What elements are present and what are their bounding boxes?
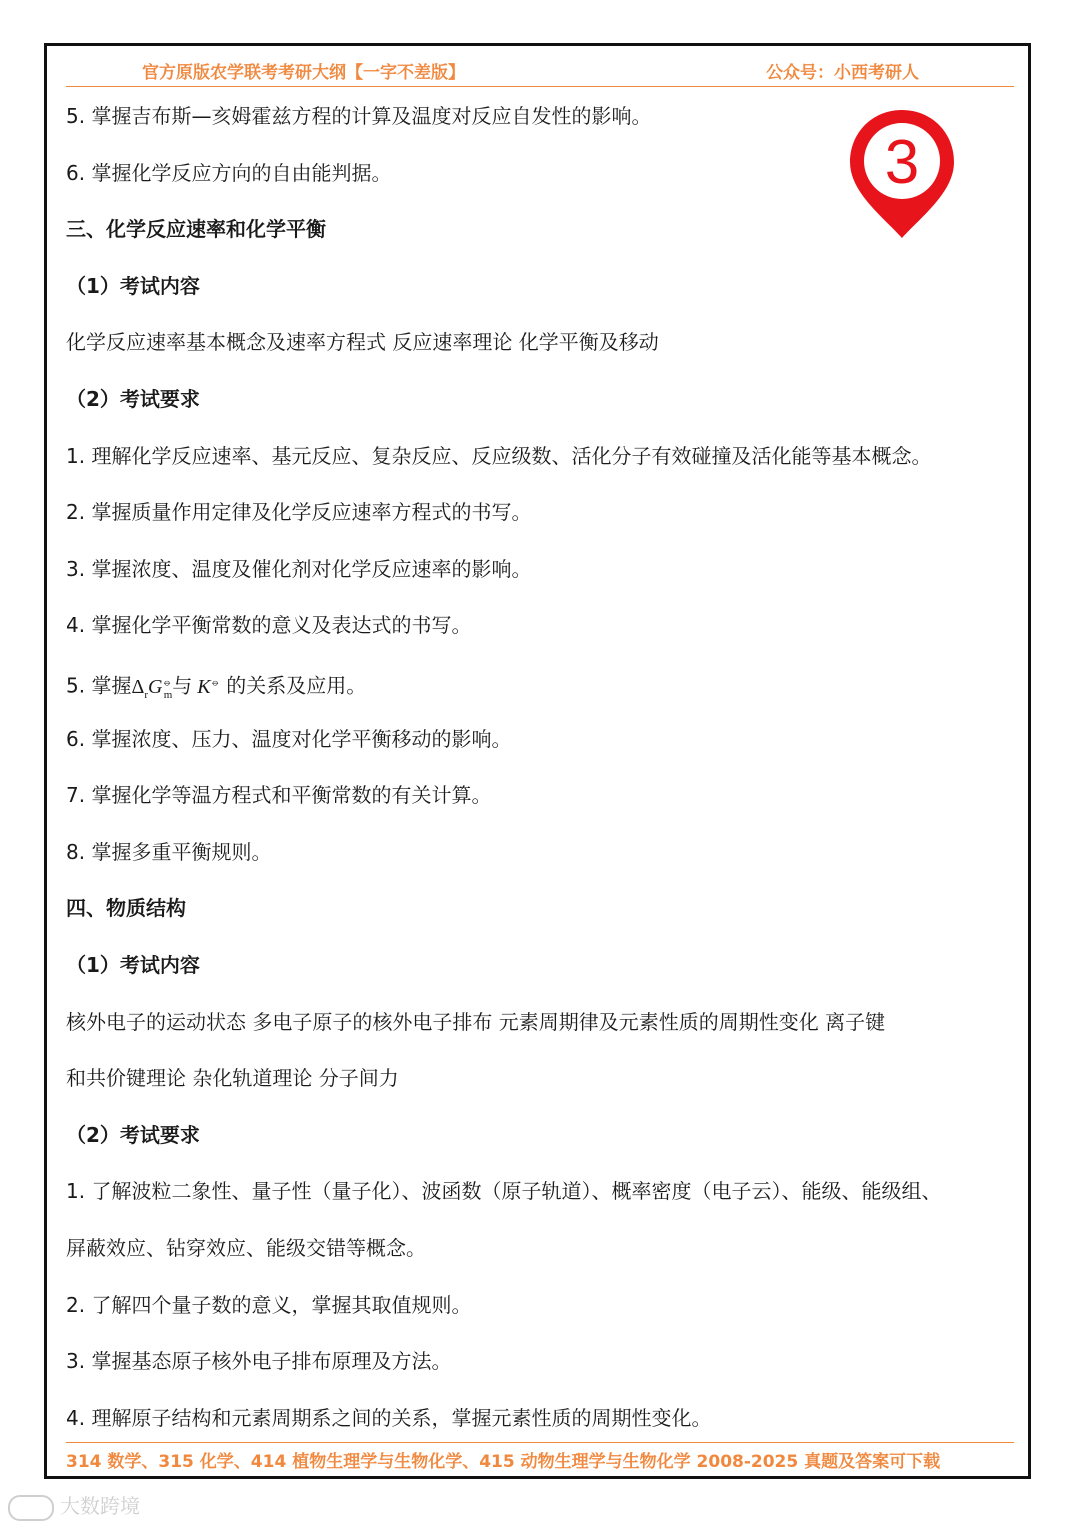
- watermark-logo-icon: [8, 1495, 54, 1521]
- subsection-title: （2）考试要求: [66, 387, 200, 411]
- text-line: 4. 理解原子结构和元素周期系之间的关系，掌握元素性质的周期性变化。: [66, 1406, 712, 1430]
- text-line: 化学反应速率基本概念及速率方程式 反应速率理论 化学平衡及移动: [66, 330, 659, 354]
- header-account: 公众号：小西考研人: [766, 63, 919, 83]
- text-line: 1. 了解波粒二象性、量子性（量子化）、波函数（原子轨道）、概率密度（电子云）、能级、能级组、: [66, 1179, 942, 1203]
- page-footer: 314 数学、315 化学、414 植物生理学与生物化学、415 动物生理学与生物化学 2008-2025 真题及答案可下载: [66, 1452, 941, 1472]
- equilibrium-constant: K⦵: [197, 675, 220, 698]
- text-line: 2. 了解四个量子数的意义，掌握其取值规则。: [66, 1293, 472, 1317]
- text-line: 7. 掌握化学等温方程式和平衡常数的有关计算。: [66, 783, 492, 807]
- subsection-title: （1）考试内容: [66, 953, 200, 977]
- text-fragment: 5. 掌握: [66, 673, 132, 698]
- text-line: 8. 掌握多重平衡规则。: [66, 840, 272, 864]
- marker-number: 3: [884, 128, 920, 197]
- page-header: [66, 56, 1014, 87]
- text-line: 4. 掌握化学平衡常数的意义及表达式的书写。: [66, 613, 472, 637]
- subsection-title: （1）考试内容: [66, 274, 200, 298]
- section-title: 四、物质结构: [66, 896, 186, 920]
- section-title: 三、化学反应速率和化学平衡: [66, 217, 326, 241]
- text-line: 2. 掌握质量作用定律及化学反应速率方程式的书写。: [66, 500, 532, 524]
- gibbs-formula: $\Delta_rG^⦵_m$: [131, 675, 173, 701]
- text-line: 6. 掌握化学反应方向的自由能判据。: [66, 161, 392, 185]
- text-fragment: 与: [172, 673, 193, 698]
- text-line: 1. 理解化学反应速率、基元反应、复杂反应、反应级数、活化分子有效碰撞及活化能等基本概念。: [66, 444, 932, 468]
- text-line: 屏蔽效应、钻穿效应、能级交错等概念。: [66, 1236, 426, 1260]
- header-title: 官方原版农学联考考研大纲【一字不差版】: [142, 63, 465, 83]
- watermark: [8, 1490, 140, 1521]
- watermark-text: 大数跨境: [60, 1494, 140, 1518]
- text-line: 和共价键理论 杂化轨道理论 分子间力: [66, 1066, 399, 1090]
- text-line: 核外电子的运动状态 多电子原子的核外电子排布 元素周期律及元素性质的周期性变化 离子键: [66, 1010, 886, 1034]
- text-line: 6. 掌握浓度、压力、温度对化学平衡移动的影响。: [66, 727, 512, 751]
- text-fragment: 的关系及应用。: [226, 673, 367, 698]
- text-line: 3. 掌握浓度、温度及催化剂对化学反应速率的影响。: [66, 557, 532, 581]
- location-pin-3-icon: [846, 106, 958, 242]
- subsection-title: （2）考试要求: [66, 1123, 200, 1147]
- text-line: 5. 掌握吉布斯—亥姆霍兹方程的计算及温度对反应自发性的影响。: [66, 104, 652, 128]
- text-line: 3. 掌握基态原子核外电子排布原理及方法。: [66, 1349, 452, 1373]
- formula-line: [66, 667, 366, 710]
- footer-divider: [66, 1442, 1014, 1443]
- page-border: [44, 43, 1031, 1479]
